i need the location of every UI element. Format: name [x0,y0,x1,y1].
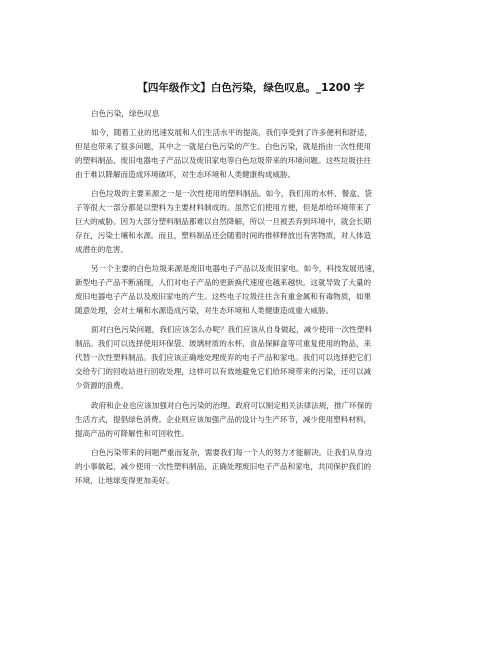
paragraph-line: 代替一次性塑料制品。我们应该正确地处理废弃的电子产品和家电。我们可以选择把它们 [75,353,372,362]
paragraph-line: 子等很大一部分都是以塑料为主要材料制成的。虽然它们使用方便，但是却给环境带来了 [75,203,372,212]
paragraph-line: 生活方式，提倡绿色消费。企业则应该加强产品的设计与生产环节，减少使用塑料材料， [75,415,372,424]
paragraph-line: 废旧电器电子产品以及废旧家电的产生。这些电子垃圾往往含有重金属和有毒物质，如果 [75,292,372,301]
paragraph-line: 新型电子产品不断涌现，人们对电子产品的更新换代速度也越来越快。这就导致了大量的 [75,278,372,287]
paragraph-line: 环境，让地球变得更加美好。 [75,476,174,485]
paragraph-line: 但是也带来了很多问题，其中之一就是白色污染的产生。白色污染，就是指由一次性使用 [75,142,372,151]
paragraph-3 [75,262,435,318]
paragraph-line: 面对白色污染问题，我们应该怎么办呢？我们应该从自身做起，减少使用一次性塑料 [91,325,372,334]
paragraph-line: 白色垃圾的主要来源之一是一次性使用的塑料制品。如今，我们用的水杯、餐盒、袋 [91,189,372,198]
paragraph-line: 巨大的威胁。因为大部分塑料制品都难以自然降解，所以一旦被丢弃到环境中，就会长期 [75,217,372,226]
paragraph-line: 交给专门的回收站进行回收处理，这样可以有效地避免它们给环境带来的污染，还可以减 [75,367,372,376]
paragraph-line: 政府和企业也应该加强对白色污染的治理。政府可以制定相关法律法规，推广环保的 [91,401,372,410]
document-subtitle: 白色污染，绿色叹息 [91,109,160,118]
paragraph-line: 的小事做起，减少使用一次性塑料制品，正确处理废旧电子产品和家电，共同保护我们的 [75,462,372,471]
paragraph-line: 成潜在的危害。 [75,245,129,254]
document-title: 【四年级作文】白色污染，绿色叹息。_1200 字 [137,82,365,94]
paragraph-line: 白色污染带来的问题严重而复杂，需要我们每一个人的努力才能解决。让我们从身边 [91,448,372,457]
paragraph-2 [75,187,435,257]
paragraph-4 [75,323,435,393]
paragraph-line: 由于难以降解而造成环境破坏，对生态环境和人类健康构成威胁。 [75,170,296,179]
paragraph-line: 随意处理，会对土壤和水源造成污染，对生态环境和人类健康造成重大威胁。 [75,306,334,315]
paragraph-1 [75,126,435,182]
paragraph-line: 少资源的浪费。 [75,381,129,390]
paragraph-line: 如今，随着工业的迅速发展和人们生活水平的提高，我们享受到了许多便利和舒适， [91,128,372,137]
paragraph-6 [75,446,435,488]
paragraph-line: 的塑料制品、废旧电器电子产品以及废旧家电等白色垃圾带来的环境问题。这些垃圾往往 [75,156,372,165]
paragraph-line: 另一个主要的白色垃圾来源是废旧电器电子产品以及废旧家电。如今，科技发展迅速， [91,264,380,273]
paragraph-line: 存在，污染土壤和水源。而且，塑料制品还会随着时间的推移释放出有害物质，对人体造 [75,231,372,240]
paragraph-line: 制品。我们可以选择使用环保袋、玻璃材质的水杯、食品保鲜盒等可重复使用的物品，来 [75,339,372,348]
paragraph-5 [75,399,435,441]
paragraph-line: 提高产品的可降解性和可回收性。 [75,429,189,438]
